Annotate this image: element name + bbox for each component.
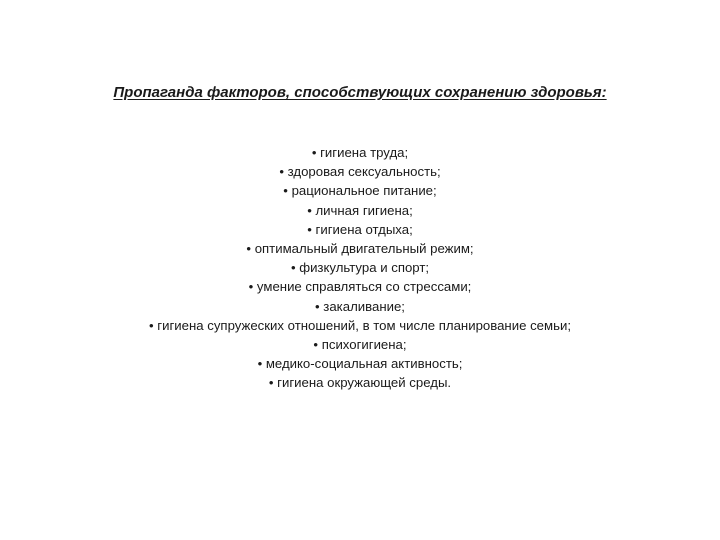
list-item: • умение справляться со стрессами; xyxy=(248,279,472,295)
list-item: • закаливание; xyxy=(315,298,405,314)
list-item: • здоровая сексуальность; xyxy=(279,164,441,180)
list-item: • психогигиена; xyxy=(313,337,407,353)
factors-list xyxy=(0,143,720,393)
list-item: • личная гигиена; xyxy=(307,202,413,218)
list-item: • медико-социальная активность; xyxy=(257,356,463,372)
list-item: • рациональное питание; xyxy=(283,183,437,199)
list-item: • гигиена отдыха; xyxy=(307,221,413,237)
slide-title: Пропаганда факторов, способствующих сохранению здоровья: xyxy=(113,84,607,101)
list-item: • гигиена супружеских отношений, в том числе планирование семьи; xyxy=(149,317,571,333)
list-item: • физкультура и спорт; xyxy=(290,260,430,276)
list-item: • оптимальный двигательный режим; xyxy=(246,241,474,257)
list-item: • гигиена труда; xyxy=(311,145,409,160)
list-item: • гигиена окружающей среды. xyxy=(268,375,452,391)
